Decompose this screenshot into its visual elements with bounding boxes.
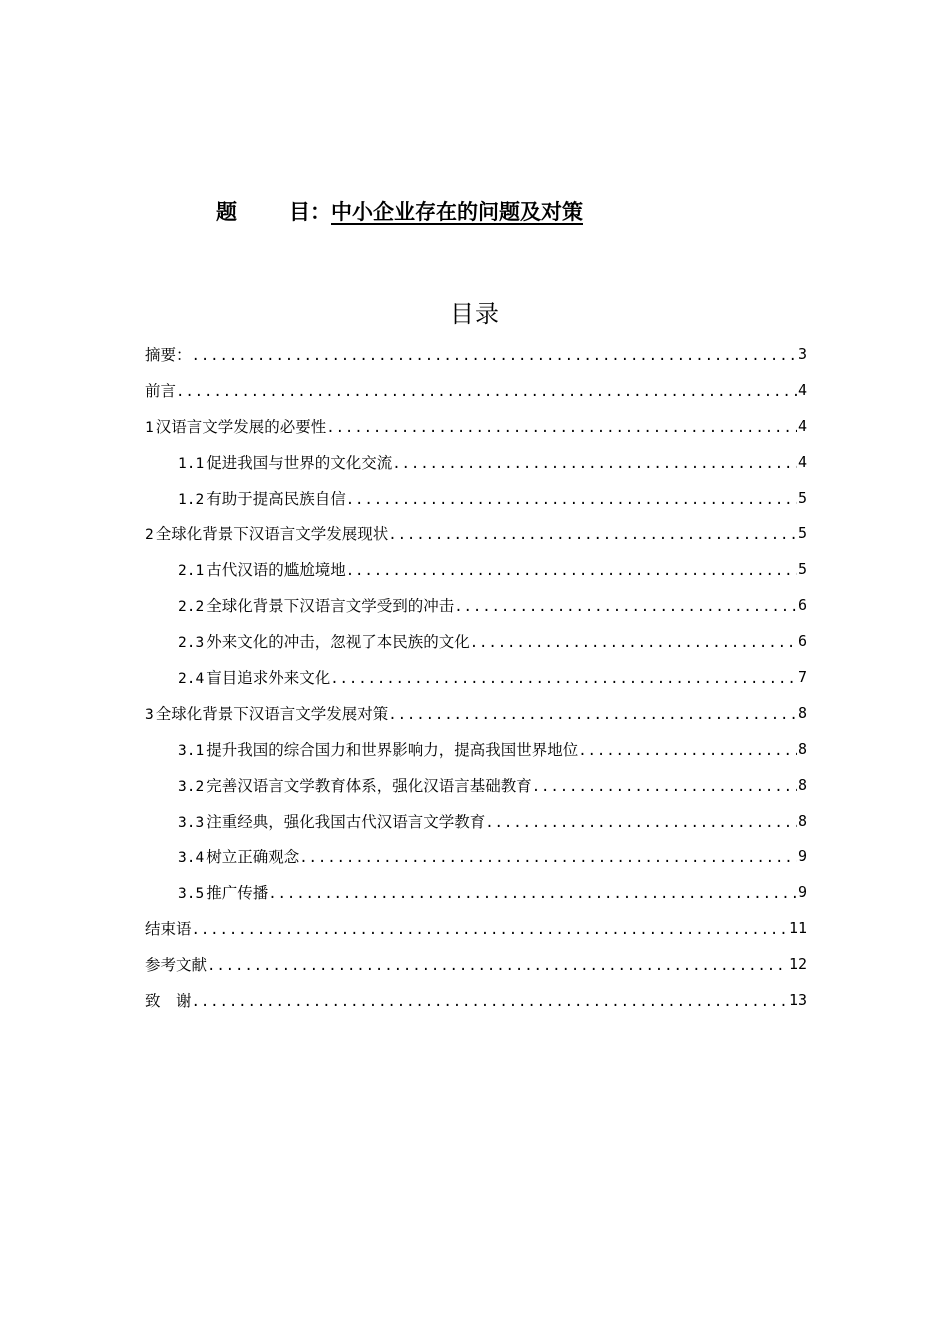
toc-dot-leader [578, 740, 797, 758]
toc-entry-label: 提升我国的综合国力和世界影响力，提高我国世界地位 [206, 740, 579, 759]
toc-entry-label: 推广传播 [206, 884, 269, 903]
toc-entry-page-number: 12 [788, 955, 807, 974]
toc-dot-leader [454, 596, 797, 614]
toc-entry[interactable] [145, 767, 807, 803]
toc-entry[interactable] [145, 731, 807, 767]
toc-dot-leader [388, 704, 797, 722]
toc-dot-leader [470, 632, 797, 650]
toc-heading: 目录 [450, 300, 500, 328]
toc-entry-page-number: 9 [797, 847, 807, 866]
toc-entry-title [178, 738, 578, 760]
toc-dot-leader [299, 847, 797, 865]
toc-dot-leader [192, 919, 788, 937]
toc-entry-title [145, 522, 388, 544]
toc-entry[interactable] [145, 946, 807, 982]
toc-entry[interactable] [145, 910, 807, 946]
toc-entry-page-number: 13 [788, 990, 807, 1009]
toc-entry-page-number: 5 [797, 524, 807, 543]
toc-entry-page-number: 8 [797, 811, 807, 830]
toc-entry-number: 3 [145, 706, 154, 723]
toc-entry-number: 2.2 [178, 599, 205, 616]
toc-entry-title [145, 702, 388, 724]
table-of-contents [145, 336, 807, 1018]
toc-entry-title [178, 487, 346, 509]
toc-entry-number: 2.3 [178, 635, 205, 652]
toc-entry-label: 全球化背景下汉语言文学发展对策 [155, 704, 389, 723]
toc-entry[interactable] [145, 838, 807, 874]
toc-dot-leader [326, 417, 797, 435]
toc-entry-title [178, 881, 268, 903]
toc-entry-title [145, 379, 176, 401]
toc-entry[interactable] [145, 874, 807, 910]
toc-entry-page-number: 4 [797, 452, 807, 471]
toc-dot-leader [392, 453, 797, 471]
toc-entry-page-number: 7 [797, 667, 807, 686]
toc-entry-number: 2 [145, 527, 154, 544]
title-value: 中小企业存在的问题及对策 [331, 200, 583, 224]
toc-entry[interactable] [145, 444, 807, 480]
toc-entry[interactable] [145, 515, 807, 551]
toc-entry-page-number: 6 [797, 596, 807, 615]
toc-entry[interactable] [145, 372, 807, 408]
toc-entry-number: 3.3 [178, 814, 205, 831]
toc-entry-number: 2.1 [178, 563, 205, 580]
toc-entry-number: 3.2 [178, 778, 205, 795]
toc-entry-page-number: 8 [797, 739, 807, 758]
toc-entry-page-number: 5 [797, 560, 807, 579]
toc-entry-page-number: 8 [797, 775, 807, 794]
toc-entry[interactable] [145, 587, 807, 623]
toc-entry-title [145, 989, 192, 1011]
toc-entry-label: 树立正确观念 [206, 848, 300, 867]
toc-dot-leader [346, 489, 797, 507]
toc-entry-page-number: 4 [797, 416, 807, 435]
toc-entry[interactable] [145, 480, 807, 516]
title-label-first-char: 题 [216, 200, 237, 224]
toc-entry-title [145, 917, 192, 939]
toc-entry-number: 1.2 [178, 491, 205, 508]
toc-dot-leader [176, 381, 797, 399]
toc-entry[interactable] [145, 659, 807, 695]
toc-entry-page-number: 11 [788, 919, 807, 938]
toc-entry-number: 1.1 [178, 455, 205, 472]
toc-entry-label: 汉语言文学发展的必要性 [155, 417, 327, 436]
toc-entry-page-number: 6 [797, 632, 807, 651]
toc-entry[interactable] [145, 982, 807, 1018]
toc-dot-leader [346, 560, 797, 578]
toc-entry[interactable] [145, 623, 807, 659]
title-label-second-char: 目： [289, 200, 331, 224]
toc-entry-label: 致 谢 [145, 991, 192, 1010]
toc-entry-title [145, 415, 326, 437]
toc-dot-leader [532, 776, 797, 794]
toc-entry-label: 前言 [145, 381, 177, 400]
toc-entry-label: 古代汉语的尴尬境地 [206, 561, 346, 580]
toc-entry-title [178, 666, 330, 688]
toc-entry-label: 外来文化的冲击，忽视了本民族的文化 [206, 633, 470, 652]
toc-entry-label: 完善汉语言文学教育体系，强化汉语言基础教育 [206, 776, 532, 795]
toc-entry-number: 2.4 [178, 670, 205, 687]
toc-entry-title [145, 953, 207, 975]
toc-entry-label: 参考文献 [145, 956, 208, 975]
toc-entry[interactable] [145, 695, 807, 731]
toc-dot-leader [388, 524, 797, 542]
toc-entry-number: 3.1 [178, 742, 205, 759]
toc-entry-title [145, 343, 192, 365]
toc-entry-title [178, 630, 470, 652]
toc-entry-title [178, 558, 346, 580]
toc-entry[interactable] [145, 408, 807, 444]
toc-entry-number: 1 [145, 419, 154, 436]
toc-entry-label: 有助于提高民族自信 [206, 489, 346, 508]
toc-dot-leader [330, 668, 797, 686]
document-title [216, 196, 583, 236]
toc-entry-page-number: 3 [797, 344, 807, 363]
toc-entry[interactable] [145, 551, 807, 587]
toc-dot-leader [485, 812, 797, 830]
toc-entry-label: 促进我国与世界的文化交流 [206, 453, 393, 472]
toc-dot-leader [268, 883, 797, 901]
toc-entry-page-number: 4 [797, 380, 807, 399]
toc-dot-leader [192, 345, 797, 363]
toc-entry-page-number: 8 [797, 703, 807, 722]
toc-entry-label: 注重经典，强化我国古代汉语言文学教育 [206, 812, 486, 831]
toc-dot-leader [192, 991, 788, 1009]
toc-entry[interactable] [145, 336, 807, 372]
toc-entry-label: 结束语 [145, 920, 192, 939]
toc-dot-leader [207, 955, 788, 973]
toc-entry-label: 摘要： [145, 345, 192, 364]
toc-entry-page-number: 5 [797, 488, 807, 507]
toc-entry-title [178, 451, 392, 473]
toc-entry-number: 3.4 [178, 850, 205, 867]
toc-entry-label: 全球化背景下汉语言文学受到的冲击 [206, 597, 455, 616]
toc-entry-title [178, 594, 454, 616]
toc-entry-label: 盲目追求外来文化 [206, 668, 331, 687]
toc-entry-title [178, 845, 299, 867]
toc-entry-number: 3.5 [178, 886, 205, 903]
toc-entry-title [178, 810, 485, 832]
toc-entry-page-number: 9 [797, 883, 807, 902]
toc-entry[interactable] [145, 803, 807, 839]
toc-entry-title [178, 774, 532, 796]
toc-entry-label: 全球化背景下汉语言文学发展现状 [155, 525, 389, 544]
